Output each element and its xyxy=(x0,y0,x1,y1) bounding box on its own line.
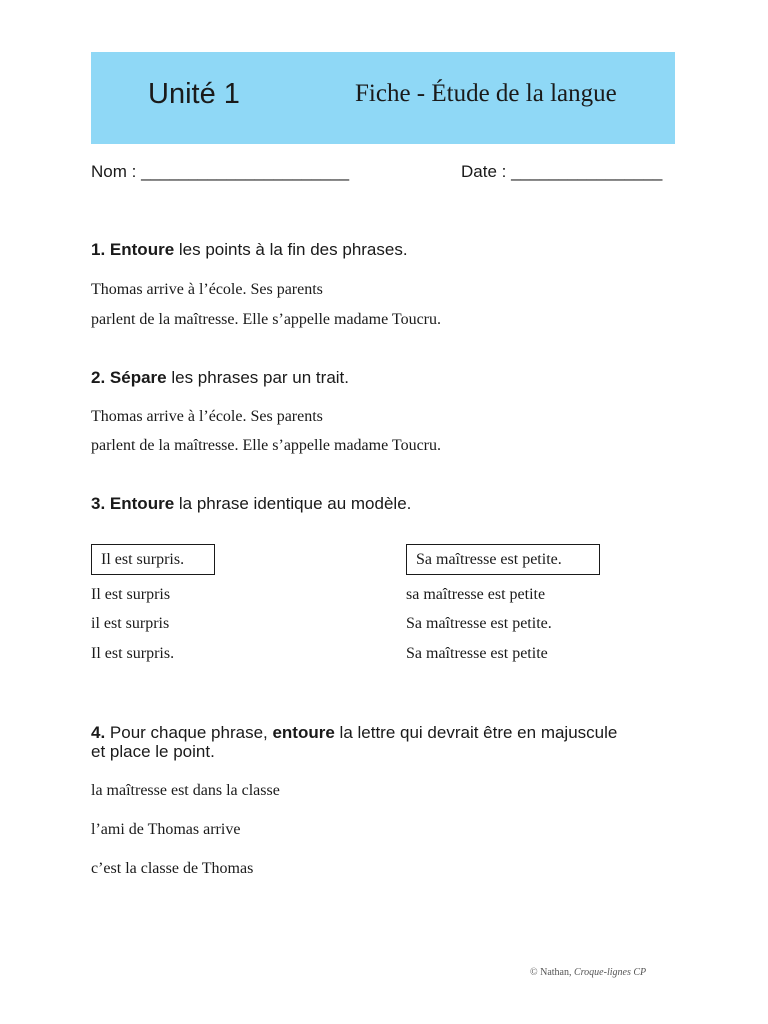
exercise-4-instruction xyxy=(91,723,617,743)
exercise-4-instruction-line2: et place le point. xyxy=(91,742,215,761)
exercise-3-right-option: Sa maîtresse est petite xyxy=(406,645,548,662)
name-label: Nom : xyxy=(91,162,142,181)
date-line: ________________ xyxy=(511,162,663,181)
exercise-4-text-start: Pour chaque phrase, xyxy=(105,723,273,742)
exercise-3-text: la phrase identique au modèle. xyxy=(174,494,412,513)
exercise-1-line: Thomas arrive à l’école. Ses parents xyxy=(91,281,323,298)
exercise-3-left-option: Il est surpris. xyxy=(91,645,175,662)
copyright-publisher: © Nathan, xyxy=(530,967,574,978)
exercise-2-line: parlent de la maîtresse. Elle s’appelle madame Toucru. xyxy=(91,437,441,454)
model-box-left: Il est surpris. xyxy=(91,544,215,575)
name-field xyxy=(91,162,349,182)
exercise-3-right-option: Sa maîtresse est petite. xyxy=(406,615,552,632)
copyright-footer xyxy=(530,967,646,978)
exercise-3-left-option: Il est surpris xyxy=(91,586,171,603)
exercise-3-right-option: sa maîtresse est petite xyxy=(406,586,546,603)
header-banner xyxy=(91,52,675,144)
date-field xyxy=(461,162,662,182)
exercise-1-text: les points à la fin des phrases. xyxy=(174,240,408,259)
worksheet-subtitle: Fiche - Étude de la langue xyxy=(355,80,617,107)
model-box-right: Sa maîtresse est petite. xyxy=(406,544,600,575)
exercise-2-text: les phrases par un trait. xyxy=(166,368,349,387)
exercise-4-text-end: la lettre qui devrait être en majuscule xyxy=(334,723,618,742)
exercise-4-sentence: l’ami de Thomas arrive xyxy=(91,821,241,838)
exercise-4-sentence: la maîtresse est dans la classe xyxy=(91,782,280,799)
unit-title: Unité 1 xyxy=(148,78,240,110)
exercise-2-line: Thomas arrive à l’école. Ses parents xyxy=(91,408,323,425)
exercise-1-verb: Entoure xyxy=(109,240,175,259)
exercise-4-number: 4. xyxy=(91,723,106,742)
date-label: Date : xyxy=(461,162,512,181)
exercise-2-instruction xyxy=(91,368,349,388)
exercise-4-verb: entoure xyxy=(272,723,335,742)
exercise-3-left-option: il est surpris xyxy=(91,615,170,632)
exercise-2-number: 2. xyxy=(91,368,106,387)
exercise-3-verb: Entoure xyxy=(109,494,175,513)
exercise-1-number: 1. xyxy=(91,240,106,259)
exercise-3-number: 3. xyxy=(91,494,106,513)
exercise-4-sentence: c’est la classe de Thomas xyxy=(91,860,254,877)
exercise-1-line: parlent de la maîtresse. Elle s’appelle madame Toucru. xyxy=(91,311,441,328)
exercise-2-verb: Sépare xyxy=(109,368,167,387)
copyright-collection: Croque-lignes CP xyxy=(573,967,647,978)
name-line: ______________________ xyxy=(141,162,350,181)
exercise-3-instruction xyxy=(91,494,411,514)
exercise-1-instruction xyxy=(91,240,408,260)
